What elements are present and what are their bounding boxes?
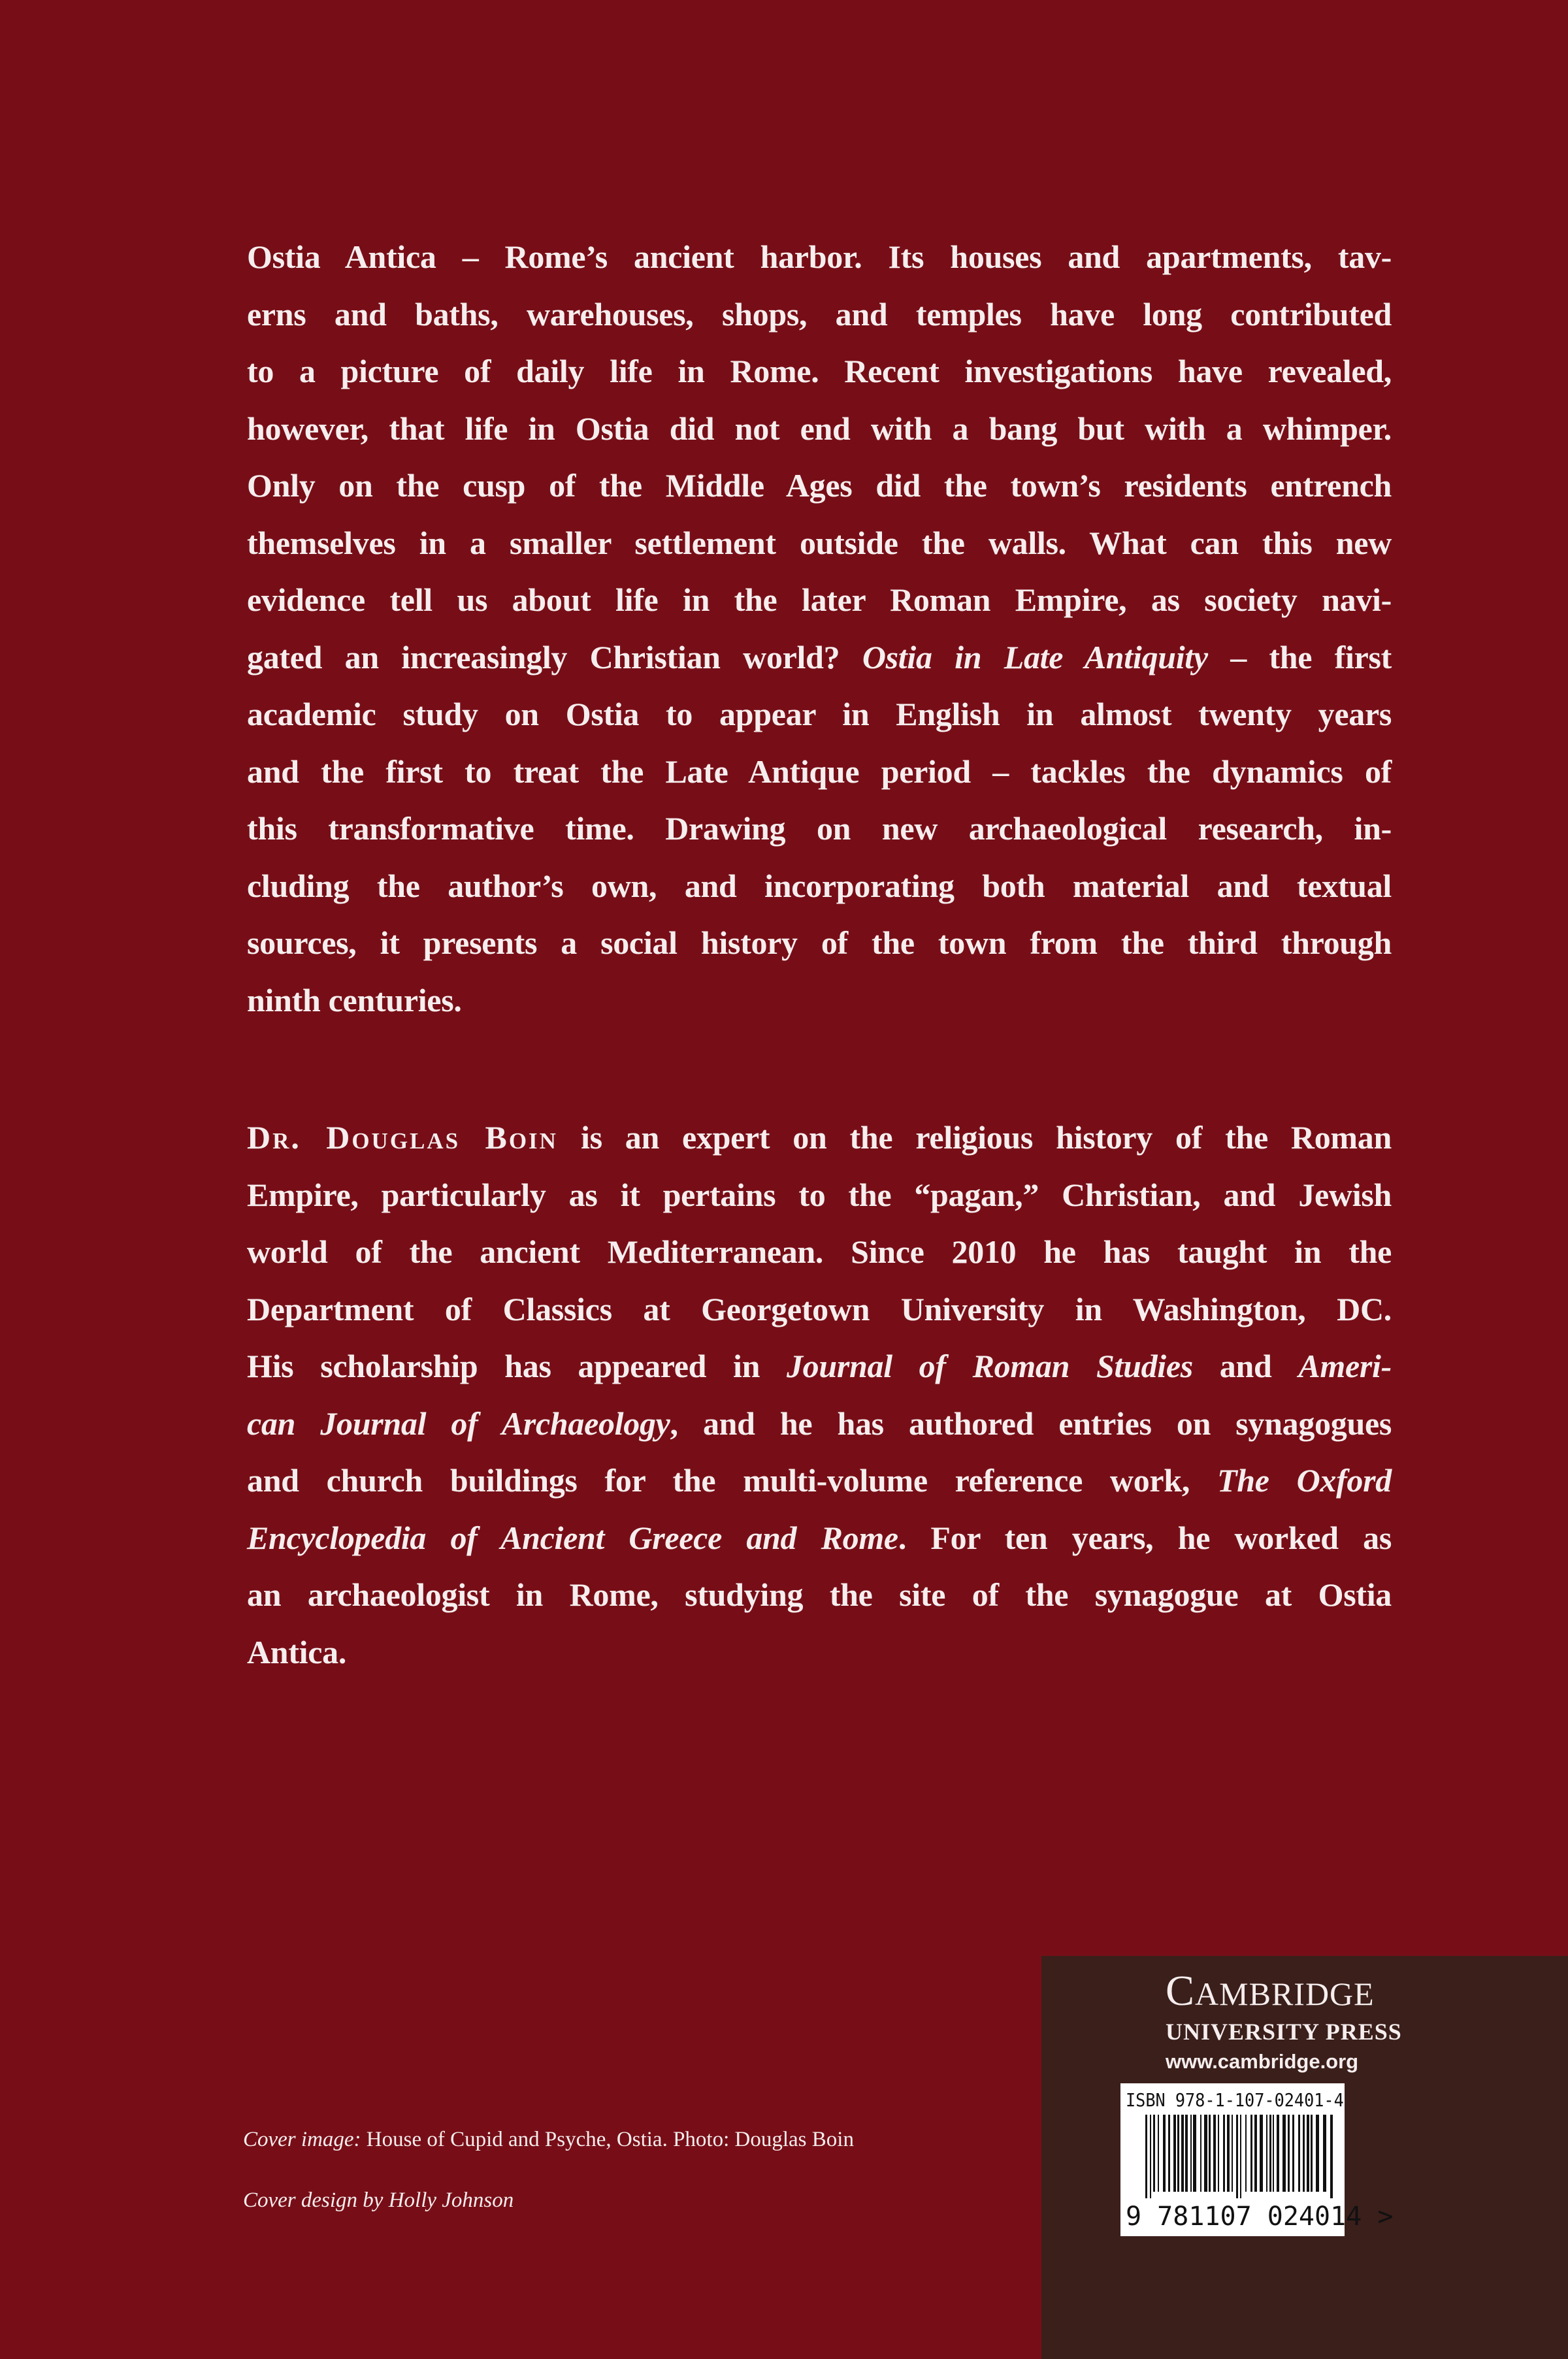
text-line [247,800,1392,858]
text-segment: this transformative time. Drawing on new archaeological research, in- [247,810,1392,847]
text-segment: Empire, particularly as it pertains to the “pagan,” Christian, and Jewish [247,1176,1392,1213]
barcode-bar [1303,2115,1305,2192]
text-line [247,915,1392,972]
text-line [247,1281,1392,1339]
barcode-bar [1277,2115,1279,2192]
italic-title: The Oxford [1217,1462,1392,1499]
barcode-bar [1177,2115,1179,2192]
logo-initial: C [1166,1967,1196,2015]
text-line [247,343,1392,400]
text-line [247,686,1392,743]
publisher-subtitle: UNIVERSITY PRESS [1166,2019,1402,2045]
barcode-bar [1298,2115,1300,2192]
barcode-bar [1288,2115,1290,2192]
barcode-bar [1163,2115,1166,2192]
text-line [247,229,1392,286]
barcode-bar [1232,2115,1233,2192]
text-line [247,743,1392,801]
barcode-bar [1273,2115,1274,2192]
text-segment: evidence tell us about life in the later Roman Empire, as society navi- [247,581,1392,618]
cover-design-credit [243,2187,514,2213]
barcode-bar [1323,2115,1326,2192]
text-line [247,1510,1392,1567]
logo-name: AMBRIDGE [1195,1976,1375,2012]
text-segment: an archaeologist in Rome, studying the site of the synagogue at Ostia [247,1576,1392,1613]
barcode-icon [1120,2115,1345,2200]
barcode-bar [1173,2115,1176,2192]
barcode-bar [1200,2115,1201,2192]
text-line [247,1167,1392,1224]
barcode-bar [1213,2115,1216,2192]
text-segment: cluding the author’s own, and incorporating both material and textual [247,867,1392,904]
text-line [247,1224,1392,1281]
barcode-bar [1153,2115,1155,2192]
barcode-bar [1150,2115,1151,2198]
text-line [247,1338,1392,1395]
text-segment: , and he has authored entries on synagogues [670,1405,1392,1442]
text-segment: – the first [1207,638,1392,675]
text-segment: and [1192,1348,1299,1384]
barcode-bar [1193,2115,1196,2192]
text-segment: and church buildings for the multi-volume reference work, [247,1462,1217,1499]
barcode-bar [1158,2115,1159,2192]
barcode-bar [1245,2115,1247,2192]
text-line [247,1567,1392,1624]
text-segment: however, that life in Ostia did not end with a bang but with a whimper. [247,410,1392,447]
barcode-bar [1145,2115,1147,2198]
text-segment: themselves in a smaller settlement outside the walls. What can this new [247,524,1392,561]
italic-title: Ameri- [1298,1348,1392,1384]
barcode-bar [1282,2115,1286,2192]
barcode-bar [1185,2115,1188,2192]
barcode-digits: 9 781107 024014 > [1126,2202,1394,2232]
barcode-bar [1311,2115,1313,2192]
text-line [247,1395,1392,1453]
text-segment: Only on the cusp of the Middle Ages did the town’s residents entrench [247,467,1392,504]
text-segment: sources, it presents a social history of the town from the third through [247,924,1392,961]
barcode-bar [1250,2115,1252,2192]
barcode-bar [1236,2115,1238,2198]
publisher-website: www.cambridge.org [1166,2050,1359,2073]
text-line [247,858,1392,915]
italic-title: Ostia in Late Antiquity [862,638,1208,675]
barcode-bar [1190,2115,1192,2192]
barcode-bar [1227,2115,1230,2192]
text-line [247,972,1392,1030]
text-line [247,1109,1392,1167]
text-segment: academic study on Ostia to appear in English in almost twenty years [247,696,1392,732]
text-segment: erns and baths, warehouses, shops, and temples have long contributed [247,295,1392,333]
barcode-bar [1292,2115,1294,2192]
author-bio [247,1109,1392,1681]
barcode-bar [1307,2115,1309,2192]
barcode-bar [1204,2115,1207,2192]
text-segment: His scholarship has appeared in [247,1348,787,1384]
text-line [247,1624,1392,1682]
publisher-logo [1166,1968,1375,2015]
barcode-bar [1240,2115,1241,2198]
barcode-bar [1266,2115,1267,2192]
isbn-barcode-box [1120,2083,1394,2236]
barcode-bar [1260,2115,1263,2192]
publisher-box [1041,1956,1568,2359]
text-segment: gated an increasingly Christian world? [247,638,862,675]
italic-title: Encyclopedia of Ancient Greece and Rome [247,1519,898,1556]
text-segment: world of the ancient Mediterranean. Since 2010 he has taught in the [247,1233,1392,1270]
barcode-bar [1316,2115,1319,2192]
barcode-bar [1223,2115,1225,2192]
text-line [247,1452,1392,1510]
text-segment: Department of Classics at Georgetown University in Washington, DC. [247,1290,1392,1327]
barcode-bar [1269,2115,1271,2192]
cover-design-text: Cover design by Holly Johnson [243,2188,514,2212]
text-line [247,286,1392,344]
text-segment: is an expert on the religious history of the Roman [557,1119,1392,1156]
isbn-label: ISBN 978-1-107-02401-4 [1126,2089,1344,2111]
book-description [247,229,1392,1029]
barcode-bar [1168,2115,1170,2192]
text-line [247,400,1392,458]
text-segment: . For ten years, he worked as [898,1519,1392,1556]
barcode-bar [1254,2115,1257,2192]
text-line [247,457,1392,515]
text-segment: and the first to treat the Late Antique period – tackles the dynamics of [247,753,1392,790]
text-line [247,629,1392,687]
text-segment: Antica. [247,1633,347,1670]
cover-image-text: House of Cupid and Psyche, Ostia. Photo: Douglas Boin [361,2128,854,2151]
italic-title: can Journal of Archaeology [247,1405,670,1442]
text-segment: Ostia Antica – Rome’s ancient harbor. Its houses and apartments, tav- [247,238,1392,275]
author-name: Dr. Douglas Boin [247,1119,558,1156]
text-line [247,572,1392,629]
barcode-bar [1209,2115,1211,2192]
cover-image-label: Cover image: [243,2128,361,2151]
barcode-bar [1330,2115,1333,2198]
text-line [247,515,1392,572]
italic-title: Journal of Roman Studies [786,1348,1193,1384]
text-segment: ninth centuries. [247,981,462,1018]
barcode-bar [1218,2115,1219,2192]
text-segment: to a picture of daily life in Rome. Recent investigations have revealed, [247,353,1392,389]
cover-image-credit [243,2126,854,2153]
barcode-bar [1181,2115,1184,2192]
